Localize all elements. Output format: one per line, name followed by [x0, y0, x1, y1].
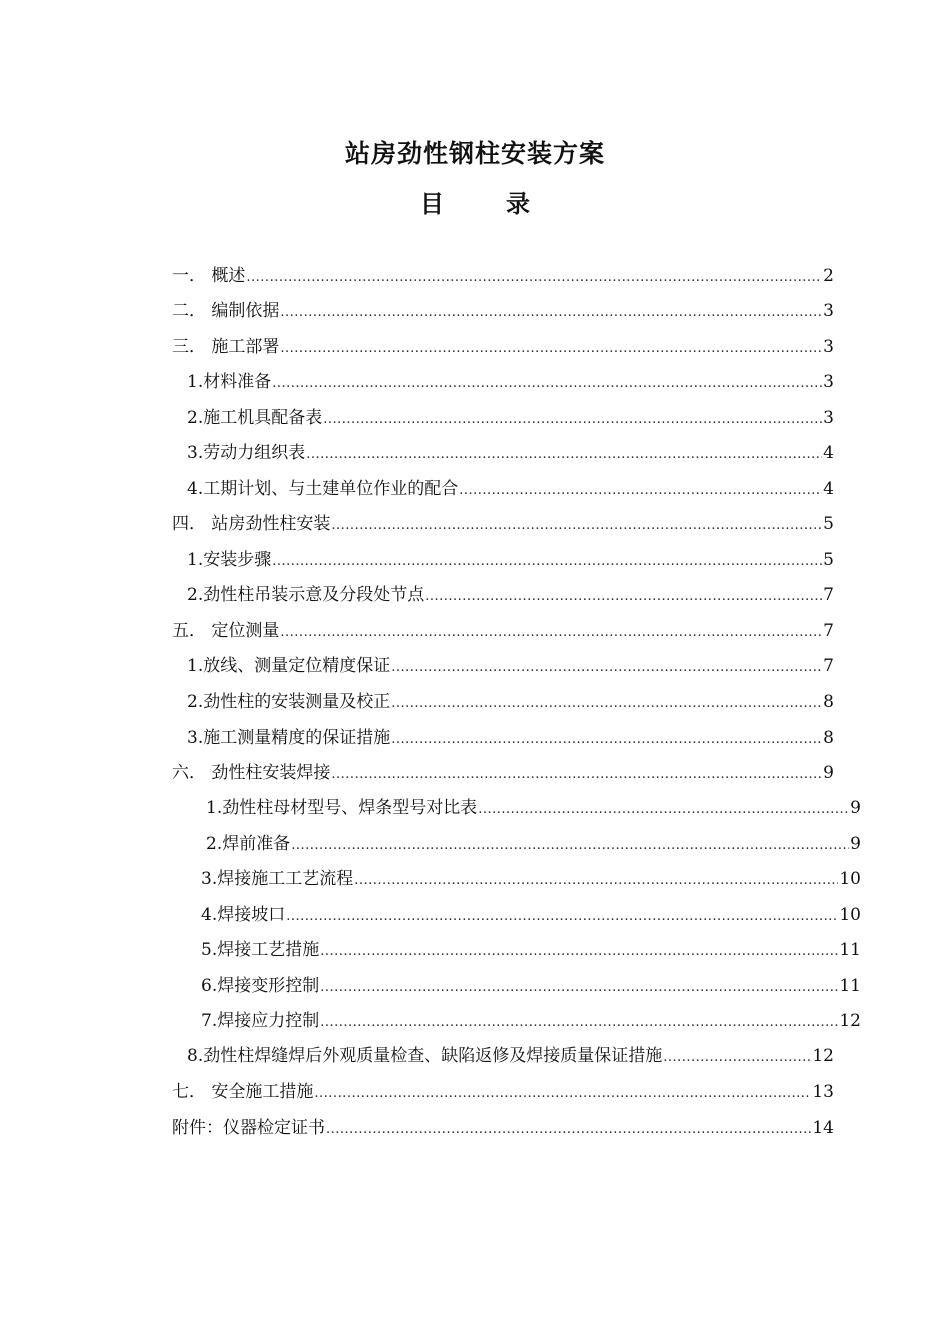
toc-entry-label: 3.劳动力组织表	[187, 443, 306, 463]
toc-entry-label: 2.施工机具配备表	[187, 408, 323, 428]
toc-leader-dots	[354, 868, 838, 894]
toc-leader-dots	[478, 797, 849, 823]
toc-entry-label: 2.劲性柱吊装示意及分段处节点	[187, 585, 425, 605]
toc-entry-page: 10	[839, 869, 861, 889]
toc-entry-page: 3	[823, 337, 834, 357]
toc-entry-label: 三． 施工部署	[172, 337, 280, 357]
toc-entry[interactable]	[201, 973, 861, 999]
toc-entry-label: 4.工期计划、与土建单位作业的配合	[187, 479, 459, 499]
toc-entry-page: 4	[823, 443, 834, 463]
toc-leader-dots	[280, 336, 822, 362]
toc-leader-dots	[272, 549, 822, 575]
toc-entry[interactable]	[187, 689, 834, 715]
toc-entry-page: 9	[850, 798, 861, 818]
toc-entry-page: 7	[823, 585, 834, 605]
toc-leader-dots	[323, 407, 822, 433]
toc-entry-label: 2.焊前准备	[206, 834, 291, 854]
toc-entry-label: 6.焊接变形控制	[201, 976, 320, 996]
toc-entry-page: 9	[823, 763, 834, 783]
toc-leader-dots	[280, 620, 822, 646]
toc-entry-page: 3	[823, 372, 834, 392]
toc-leader-dots	[320, 975, 838, 1001]
toc-entry-label: 5.焊接工艺措施	[201, 940, 320, 960]
toc-entry[interactable]	[172, 298, 834, 324]
toc-entry[interactable]	[201, 902, 861, 928]
toc-leader-dots	[272, 371, 822, 397]
toc-entry-label: 附件：仪器检定证书	[172, 1118, 325, 1138]
toc-entry[interactable]	[187, 582, 834, 608]
toc-entry-label: 五． 定位测量	[172, 621, 280, 641]
toc-entry-page: 11	[839, 940, 861, 960]
toc-entry[interactable]	[172, 1079, 834, 1105]
toc-entry-page: 9	[850, 834, 861, 854]
toc-entry-label: 3.焊接施工工艺流程	[201, 869, 354, 889]
toc-leader-dots	[320, 939, 838, 965]
toc-entry[interactable]	[187, 440, 834, 466]
toc-leader-dots	[425, 584, 822, 610]
toc-entry-label: 7.焊接应力控制	[201, 1011, 320, 1031]
toc-entry-page: 10	[839, 905, 861, 925]
toc-entry-label: 六． 劲性柱安装焊接	[172, 763, 331, 783]
toc-entry-label: 1.材料准备	[187, 372, 272, 392]
toc-entry-page: 12	[812, 1046, 834, 1066]
toc-leader-dots	[331, 513, 822, 539]
toc-leader-dots	[320, 1010, 838, 1036]
toc-entry[interactable]	[187, 405, 834, 431]
toc-entry-page: 3	[823, 408, 834, 428]
toc-entry-page: 8	[823, 728, 834, 748]
toc-entry[interactable]	[187, 1043, 834, 1069]
toc-entry-page: 11	[839, 976, 861, 996]
toc-leader-dots	[391, 727, 822, 753]
toc-entry-label: 3.施工测量精度的保证措施	[187, 728, 391, 748]
toc-leader-dots	[314, 1081, 811, 1107]
toc-heading-right: 录	[506, 190, 530, 218]
toc-leader-dots	[306, 442, 822, 468]
document-title: 站房劲性钢柱安装方案	[344, 139, 605, 168]
toc-entry-label: 四． 站房劲性柱安装	[172, 514, 331, 534]
toc-entry-page: 5	[823, 514, 834, 534]
toc-entry[interactable]	[187, 653, 834, 679]
toc-leader-dots	[391, 691, 822, 717]
toc-leader-dots	[326, 1117, 811, 1143]
toc-entry-page: 7	[823, 621, 834, 641]
toc-entry-page: 3	[823, 301, 834, 321]
toc-entry-label: 七． 安全施工措施	[172, 1082, 314, 1102]
toc-entry-page: 7	[823, 656, 834, 676]
toc-entry-label: 1.安装步骤	[187, 550, 272, 570]
toc-entry[interactable]	[172, 618, 834, 644]
toc-leader-dots	[280, 300, 822, 326]
toc-entry-page: 2	[823, 266, 834, 286]
toc-leader-dots	[286, 904, 838, 930]
toc-entry-page: 14	[812, 1118, 834, 1138]
toc-entry[interactable]	[187, 547, 834, 573]
toc-entry-label: 2.劲性柱的安装测量及校正	[187, 692, 391, 712]
toc-entry-label: 4.焊接坡口	[201, 905, 286, 925]
toc-entry[interactable]	[201, 937, 861, 963]
toc-leader-dots	[291, 833, 849, 859]
toc-entry[interactable]	[187, 369, 834, 395]
toc-entry-page: 5	[823, 550, 834, 570]
toc-leader-dots	[663, 1045, 811, 1071]
toc-leader-dots	[331, 762, 822, 788]
toc-leader-dots	[459, 478, 822, 504]
toc-entry[interactable]	[172, 1115, 834, 1141]
toc-entry[interactable]	[201, 866, 861, 892]
toc-leader-dots	[391, 655, 822, 681]
toc-entry[interactable]	[187, 476, 834, 502]
toc-entry-page: 8	[823, 692, 834, 712]
toc-entry-page: 4	[823, 479, 834, 499]
toc-entry-label: 8.劲性柱焊缝焊后外观质量检查、缺陷返修及焊接质量保证措施	[187, 1046, 663, 1066]
toc-entry[interactable]	[206, 795, 861, 821]
toc-entry[interactable]	[172, 511, 834, 537]
toc-entry-label: 一． 概述	[172, 266, 246, 286]
toc-leader-dots	[246, 265, 822, 291]
toc-entry[interactable]	[172, 334, 834, 360]
toc-entry-label: 二． 编制依据	[172, 301, 280, 321]
toc-entry-label: 1.劲性柱母材型号、焊条型号对比表	[206, 798, 478, 818]
toc-entry[interactable]	[172, 760, 834, 786]
toc-entry[interactable]	[187, 725, 834, 751]
toc-entry-page: 13	[812, 1082, 834, 1102]
toc-entry-page: 12	[839, 1011, 861, 1031]
toc-heading-left: 目	[420, 190, 444, 218]
toc-entry[interactable]	[206, 831, 861, 857]
toc-entry[interactable]	[201, 1008, 861, 1034]
toc-entry-label: 1.放线、测量定位精度保证	[187, 656, 391, 676]
toc-entry[interactable]	[172, 263, 834, 289]
